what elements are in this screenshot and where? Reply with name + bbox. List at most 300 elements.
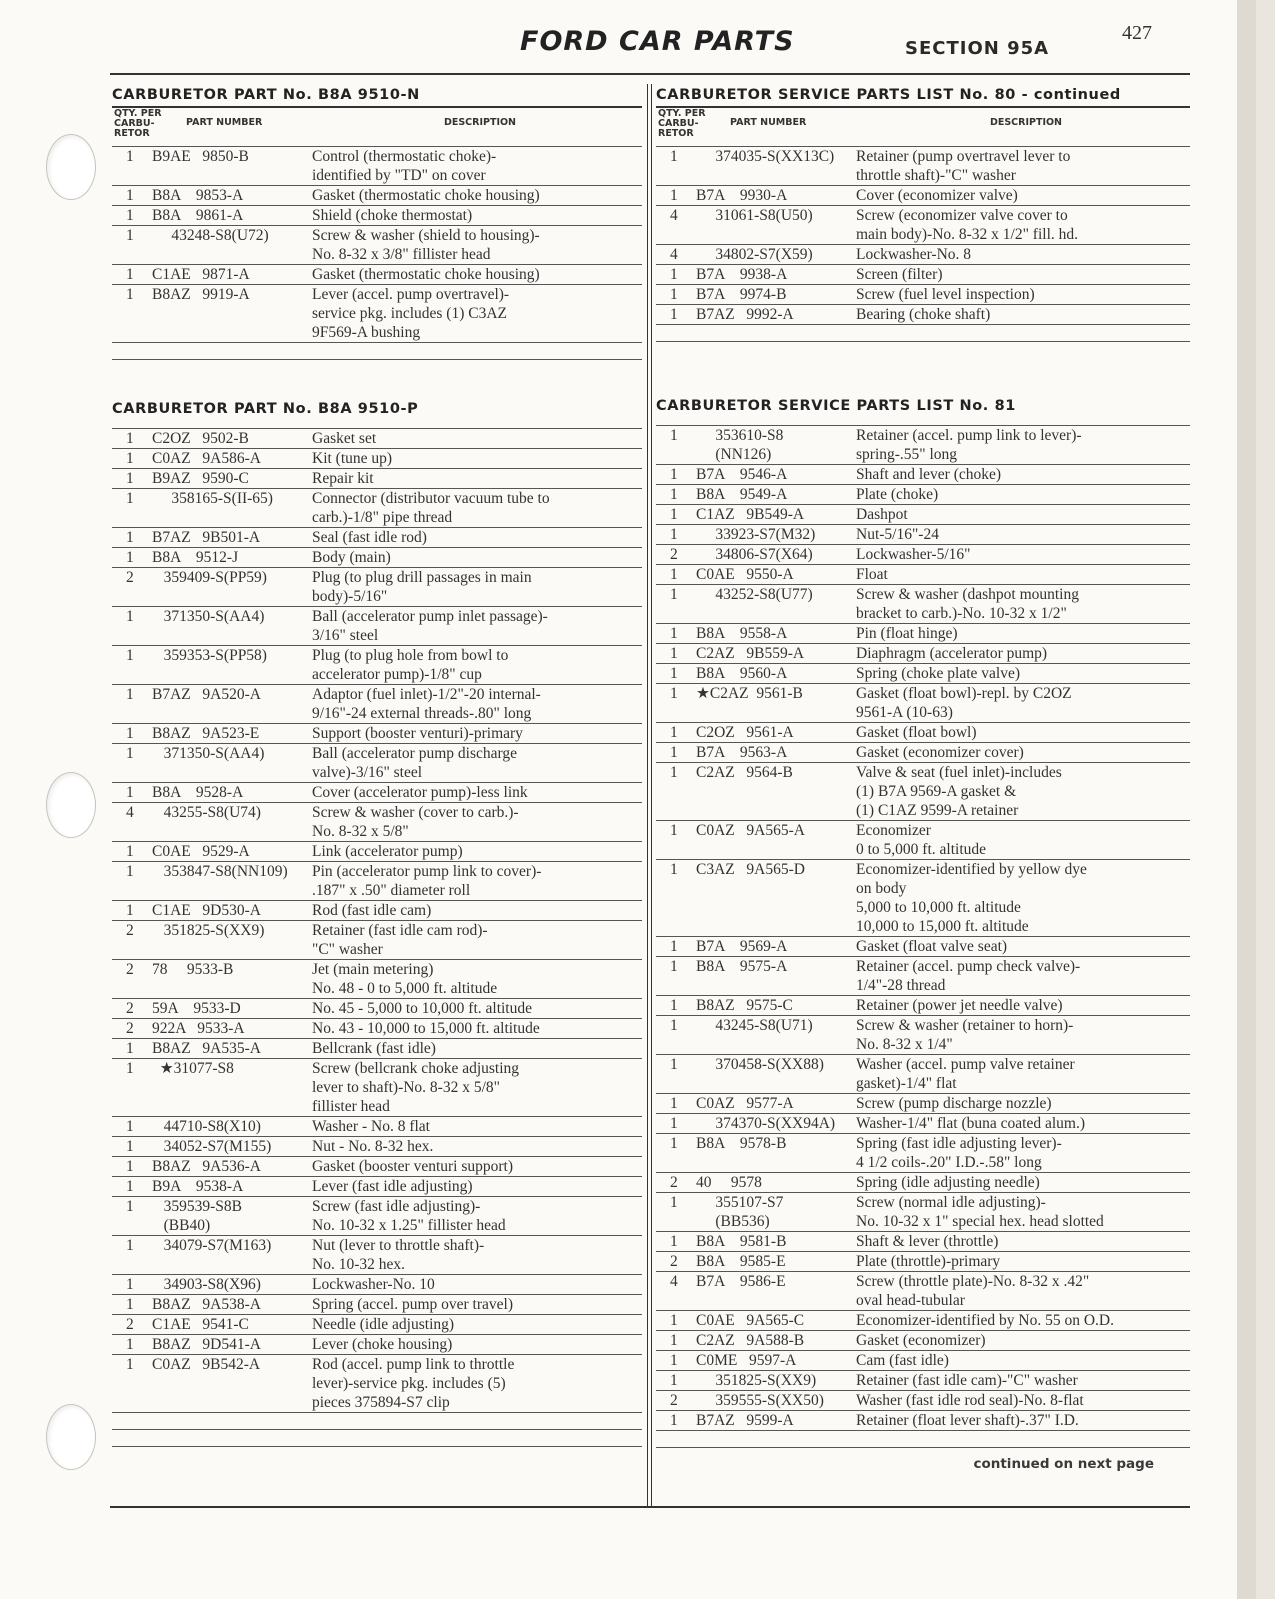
part-number: B7A 9930-A bbox=[696, 187, 788, 204]
quantity: 1 bbox=[126, 470, 134, 487]
description: Link (accelerator pump) bbox=[312, 843, 463, 860]
part-number: 31061-S8(U50) bbox=[696, 207, 813, 224]
description: Bearing (choke shaft) bbox=[856, 306, 991, 323]
quantity: 1 bbox=[126, 490, 134, 507]
quantity: 4 bbox=[670, 1273, 678, 1290]
description: Screw (economizer valve cover to main body)-No. 8-32 x 1/2" fill. hd. bbox=[856, 207, 1079, 243]
part-row bbox=[112, 489, 642, 528]
quantity: 1 bbox=[126, 1118, 134, 1135]
part-number: B8AZ 9A523-E bbox=[152, 725, 260, 742]
quantity: 2 bbox=[126, 1000, 134, 1017]
part-number: 371350-S(AA4) bbox=[152, 745, 265, 762]
part-row bbox=[656, 1272, 1190, 1311]
part-number: 371350-S(AA4) bbox=[152, 608, 265, 625]
quantity: 1 bbox=[126, 1158, 134, 1175]
description: Spring (accel. pump over travel) bbox=[312, 1296, 513, 1313]
part-number: C0AE 9529-A bbox=[152, 843, 250, 860]
quantity: 1 bbox=[126, 608, 134, 625]
part-row bbox=[656, 485, 1190, 505]
description: Lever (accel. pump overtravel)- service pkg. includes (1) C3AZ 9F569-A bushing bbox=[312, 286, 510, 341]
quantity: 1 bbox=[126, 1356, 134, 1373]
description: Bellcrank (fast idle) bbox=[312, 1040, 436, 1057]
description: Screw & washer (cover to carb.)- No. 8-32 x 5/8" bbox=[312, 804, 519, 840]
description: Repair kit bbox=[312, 470, 374, 487]
description: Nut (lever to throttle shaft)- No. 10-32 hex. bbox=[312, 1237, 485, 1273]
part-row bbox=[656, 1351, 1190, 1371]
part-row bbox=[112, 921, 642, 960]
description: Ball (accelerator pump discharge valve)-3/16" steel bbox=[312, 745, 517, 781]
description: Screw & washer (retainer to horn)- No. 8-32 x 1/4" bbox=[856, 1017, 1074, 1053]
quantity: 4 bbox=[670, 246, 678, 263]
quantity: 1 bbox=[670, 1095, 678, 1112]
description: Cam (fast idle) bbox=[856, 1352, 949, 1369]
description: Economizer 0 to 5,000 ft. altitude bbox=[856, 822, 987, 858]
part-number: 351825-S(XX9) bbox=[696, 1372, 817, 1389]
description: Rod (accel. pump link to throttle lever)-service pkg. includes (5) pieces 375894-S7 clip bbox=[312, 1356, 515, 1411]
part-number: 370458-S(XX88) bbox=[696, 1056, 824, 1073]
binder-hole bbox=[46, 134, 96, 200]
section-block bbox=[656, 395, 1190, 1472]
part-number: 374035-S(XX13C) bbox=[696, 148, 835, 165]
quantity: 1 bbox=[670, 148, 678, 165]
quantity: 1 bbox=[670, 1115, 678, 1132]
part-row bbox=[112, 548, 642, 568]
description: Retainer (pump overtravel lever to throttle shaft)-"C" washer bbox=[856, 148, 1071, 184]
part-row bbox=[656, 860, 1190, 937]
quantity: 2 bbox=[670, 1392, 678, 1409]
description: Plug (to plug hole from bowl to accelerator pump)-1/8" cup bbox=[312, 647, 509, 683]
part-row bbox=[656, 996, 1190, 1016]
quantity: 2 bbox=[126, 961, 134, 978]
description: Washer (fast idle rod seal)-No. 8-flat bbox=[856, 1392, 1084, 1409]
quantity: 1 bbox=[670, 1412, 678, 1429]
part-number: 33923-S7(M32) bbox=[696, 526, 816, 543]
part-row bbox=[656, 723, 1190, 743]
description: Body (main) bbox=[312, 549, 391, 566]
part-number: B8AZ 9919-A bbox=[152, 286, 250, 303]
part-row bbox=[112, 1197, 642, 1236]
section-title: CARBURETOR SERVICE PARTS LIST No. 80 - continued bbox=[656, 87, 1121, 103]
part-row bbox=[656, 1331, 1190, 1351]
part-row bbox=[656, 1193, 1190, 1232]
page-number: 427 bbox=[1122, 22, 1152, 44]
part-row bbox=[656, 545, 1190, 565]
description: Screw (fast idle adjusting)- No. 10-32 x 1.25" fillister head bbox=[312, 1198, 506, 1234]
part-number: C2OZ 9561-A bbox=[696, 724, 794, 741]
part-number: B8AZ 9A535-A bbox=[152, 1040, 261, 1057]
section-title: CARBURETOR PART No. B8A 9510-N bbox=[112, 87, 420, 103]
section-title: CARBURETOR SERVICE PARTS LIST No. 81 bbox=[656, 398, 1016, 414]
part-number: B9A 9538-A bbox=[152, 1178, 244, 1195]
part-number: 359555-S(XX50) bbox=[696, 1392, 824, 1409]
quantity: 1 bbox=[670, 466, 678, 483]
description: Screw (pump discharge nozzle) bbox=[856, 1095, 1052, 1112]
quantity: 1 bbox=[126, 1336, 134, 1353]
part-number: C2OZ 9502-B bbox=[152, 430, 249, 447]
part-number: ★C2AZ 9561-B bbox=[696, 685, 803, 702]
quantity: 1 bbox=[126, 286, 134, 303]
part-row bbox=[656, 565, 1190, 585]
description: Spring (idle adjusting needle) bbox=[856, 1174, 1040, 1191]
quantity: 1 bbox=[670, 566, 678, 583]
part-row bbox=[656, 1371, 1190, 1391]
quantity: 1 bbox=[670, 486, 678, 503]
quantity: 1 bbox=[670, 958, 678, 975]
part-number: B8A 9861-A bbox=[152, 207, 244, 224]
quantity: 1 bbox=[670, 744, 678, 761]
description: Nut - No. 8-32 hex. bbox=[312, 1138, 434, 1155]
part-number: B8A 9528-A bbox=[152, 784, 244, 801]
part-row bbox=[112, 1137, 642, 1157]
description: Dashpot bbox=[856, 506, 908, 523]
quantity: 1 bbox=[670, 1017, 678, 1034]
part-row bbox=[656, 1134, 1190, 1173]
part-number: C0AE 9550-A bbox=[696, 566, 794, 583]
part-row bbox=[656, 1173, 1190, 1193]
description: Retainer (accel. pump link to lever)- spring-.55" long bbox=[856, 427, 1082, 463]
part-number: C2AZ 9B559-A bbox=[696, 645, 805, 662]
part-number: B7A 9563-A bbox=[696, 744, 788, 761]
column-header bbox=[112, 106, 642, 147]
part-row bbox=[656, 505, 1190, 525]
part-row bbox=[656, 525, 1190, 545]
part-number: 353847-S8(NN109) bbox=[152, 863, 288, 880]
description: Kit (tune up) bbox=[312, 450, 393, 467]
quantity: 1 bbox=[670, 1056, 678, 1073]
part-row bbox=[656, 426, 1190, 465]
part-number: B7A 9586-E bbox=[696, 1273, 786, 1290]
part-row bbox=[656, 147, 1190, 186]
description: Lockwasher-No. 8 bbox=[856, 246, 972, 263]
description: Retainer (accel. pump check valve)- 1/4"-28 thread bbox=[856, 958, 1081, 994]
part-number: C1AE 9541-C bbox=[152, 1316, 249, 1333]
part-row bbox=[656, 206, 1190, 245]
quantity: 1 bbox=[126, 148, 134, 165]
part-row bbox=[112, 803, 642, 842]
part-number: 34802-S7(X59) bbox=[696, 246, 813, 263]
column-divider bbox=[647, 84, 648, 1507]
quantity: 1 bbox=[126, 187, 134, 204]
part-row bbox=[112, 842, 642, 862]
description: No. 43 - 10,000 to 15,000 ft. altitude bbox=[312, 1020, 540, 1037]
quantity: 1 bbox=[670, 427, 678, 444]
part-number: B7AZ 9992-A bbox=[696, 306, 794, 323]
part-row bbox=[656, 644, 1190, 664]
part-number: 374370-S(XX94A) bbox=[696, 1115, 836, 1132]
part-number: 40 9578 bbox=[696, 1174, 762, 1191]
part-row bbox=[112, 862, 642, 901]
part-row bbox=[112, 1335, 642, 1355]
quantity: 1 bbox=[670, 586, 678, 603]
section-label: SECTION 95A bbox=[905, 38, 1050, 59]
part-number: C0AE 9A565-C bbox=[696, 1312, 805, 1329]
part-number: 43255-S8(U74) bbox=[152, 804, 261, 821]
part-number: C1AE 9D530-A bbox=[152, 902, 261, 919]
quantity: 1 bbox=[126, 1198, 134, 1215]
part-row bbox=[112, 147, 642, 186]
part-number: 359409-S(PP59) bbox=[152, 569, 267, 586]
part-number: B8AZ 9A536-A bbox=[152, 1158, 261, 1175]
quantity: 1 bbox=[670, 1233, 678, 1250]
part-row bbox=[112, 285, 642, 343]
part-number: 359353-S(PP58) bbox=[152, 647, 267, 664]
quantity: 1 bbox=[126, 725, 134, 742]
quantity: 2 bbox=[126, 569, 134, 586]
quantity: 1 bbox=[670, 625, 678, 642]
quantity: 1 bbox=[126, 863, 134, 880]
blank-row bbox=[112, 1430, 642, 1447]
description: No. 45 - 5,000 to 10,000 ft. altitude bbox=[312, 1000, 532, 1017]
part-number: 353610-S8 (NN126) bbox=[715, 427, 784, 463]
quantity: 1 bbox=[126, 1138, 134, 1155]
part-number: B8AZ 9D541-A bbox=[152, 1336, 261, 1353]
quantity: 1 bbox=[670, 645, 678, 662]
qty-column-header: QTY. PER CARBU- RETOR bbox=[658, 108, 706, 139]
quantity: 1 bbox=[670, 187, 678, 204]
part-row bbox=[112, 901, 642, 921]
part-number: B8A 9581-B bbox=[696, 1233, 787, 1250]
section-block bbox=[112, 84, 642, 360]
part-number: 43245-S8(U71) bbox=[696, 1017, 813, 1034]
part-number: B7AZ 9B501-A bbox=[152, 529, 261, 546]
part-number: 59A 9533-D bbox=[152, 1000, 241, 1017]
description: Lever (fast idle adjusting) bbox=[312, 1178, 473, 1195]
part-row bbox=[112, 469, 642, 489]
quantity: 1 bbox=[670, 822, 678, 839]
description: Economizer-identified by No. 55 on O.D. bbox=[856, 1312, 1114, 1329]
description: Washer-1/4" flat (buna coated alum.) bbox=[856, 1115, 1085, 1132]
part-number: 358165-S(II-65) bbox=[152, 490, 273, 507]
quantity: 1 bbox=[670, 526, 678, 543]
description: Retainer (float lever shaft)-.37" I.D. bbox=[856, 1412, 1079, 1429]
part-row bbox=[112, 265, 642, 285]
description: Plug (to plug drill passages in main body)-5/16" bbox=[312, 569, 532, 605]
description: Lever (choke housing) bbox=[312, 1336, 453, 1353]
part-number: B8AZ 9575-C bbox=[696, 997, 793, 1014]
description: Screw & washer (shield to housing)- No. 8-32 x 3/8" fillister head bbox=[312, 227, 540, 263]
part-row bbox=[656, 1232, 1190, 1252]
quantity: 4 bbox=[670, 207, 678, 224]
part-number: 43252-S8(U77) bbox=[696, 586, 813, 603]
description: Plate (choke) bbox=[856, 486, 939, 503]
quantity: 1 bbox=[126, 843, 134, 860]
part-row bbox=[112, 1019, 642, 1039]
quantity: 2 bbox=[670, 1253, 678, 1270]
quantity: 1 bbox=[670, 861, 678, 878]
part-row bbox=[656, 1114, 1190, 1134]
description: Washer - No. 8 flat bbox=[312, 1118, 430, 1135]
part-number: ★31077-S8 bbox=[152, 1060, 234, 1077]
part-row bbox=[656, 743, 1190, 763]
part-number-column-header: PART NUMBER bbox=[186, 117, 263, 128]
quantity: 1 bbox=[126, 784, 134, 801]
description: Screw (throttle plate)-No. 8-32 x .42" oval head-tubular bbox=[856, 1273, 1090, 1309]
part-number: C0AZ 9577-A bbox=[696, 1095, 794, 1112]
description-column-header: DESCRIPTION bbox=[989, 117, 1063, 128]
description: Rod (fast idle cam) bbox=[312, 902, 432, 919]
part-row bbox=[656, 245, 1190, 265]
part-number: B7A 9569-A bbox=[696, 938, 788, 955]
part-number: 34806-S7(X64) bbox=[696, 546, 813, 563]
quantity: 1 bbox=[670, 266, 678, 283]
description: Gasket (float bowl) bbox=[856, 724, 977, 741]
quantity: 1 bbox=[126, 902, 134, 919]
quantity: 1 bbox=[126, 745, 134, 762]
part-number: 34079-S7(M163) bbox=[152, 1237, 272, 1254]
part-number: C1AZ 9B549-A bbox=[696, 506, 805, 523]
description: Gasket (float bowl)-repl. by C2OZ 9561-A (10-63) bbox=[856, 685, 1072, 721]
description: Shield (choke thermostat) bbox=[312, 207, 473, 224]
part-number: 34052-S7(M155) bbox=[152, 1138, 272, 1155]
quantity: 1 bbox=[670, 724, 678, 741]
quantity: 1 bbox=[126, 549, 134, 566]
quantity: 2 bbox=[670, 546, 678, 563]
part-row bbox=[112, 1275, 642, 1295]
part-number: 43248-S8(U72) bbox=[152, 227, 269, 244]
binder-hole bbox=[46, 772, 96, 838]
part-number: B7A 9546-A bbox=[696, 466, 788, 483]
part-row bbox=[112, 646, 642, 685]
part-row bbox=[656, 1094, 1190, 1114]
part-row bbox=[112, 1117, 642, 1137]
part-row bbox=[112, 960, 642, 999]
description: Connector (distributor vacuum tube to carb.)-1/8" pipe thread bbox=[312, 490, 550, 526]
part-row bbox=[112, 1059, 642, 1117]
quantity: 1 bbox=[126, 227, 134, 244]
quantity: 1 bbox=[670, 997, 678, 1014]
quantity: 1 bbox=[126, 647, 134, 664]
part-row bbox=[112, 744, 642, 783]
description-column-header: DESCRIPTION bbox=[443, 117, 517, 128]
part-row bbox=[656, 186, 1190, 206]
description: Gasket (economizer cover) bbox=[856, 744, 1024, 761]
description: Retainer (fast idle cam rod)- "C" washer bbox=[312, 922, 488, 958]
part-row bbox=[656, 763, 1190, 821]
quantity: 1 bbox=[670, 1372, 678, 1389]
part-row bbox=[656, 664, 1190, 684]
part-row bbox=[112, 685, 642, 724]
quantity: 1 bbox=[126, 1276, 134, 1293]
continued-note: continued on next page bbox=[973, 1456, 1154, 1472]
quantity: 1 bbox=[126, 1040, 134, 1057]
part-number: C0AZ 9A565-A bbox=[696, 822, 805, 839]
description: Gasket (thermostatic choke housing) bbox=[312, 187, 540, 204]
section-block bbox=[112, 398, 642, 1447]
description: Adaptor (fuel inlet)-1/2"-20 internal- 9/16"-24 external threads-.80" long bbox=[312, 686, 541, 722]
part-row bbox=[656, 1016, 1190, 1055]
part-row bbox=[112, 783, 642, 803]
part-number: B8A 9558-A bbox=[696, 625, 788, 642]
part-number: B9AZ 9590-C bbox=[152, 470, 249, 487]
description: Diaphragm (accelerator pump) bbox=[856, 645, 1048, 662]
part-number: 78 9533-B bbox=[152, 961, 234, 978]
part-number: C0AZ 9B542-A bbox=[152, 1356, 261, 1373]
description: Retainer (fast idle cam)-"C" washer bbox=[856, 1372, 1078, 1389]
quantity: 1 bbox=[126, 1060, 134, 1077]
part-row bbox=[112, 528, 642, 548]
part-row bbox=[656, 1252, 1190, 1272]
section-title: CARBURETOR PART No. B8A 9510-P bbox=[112, 401, 419, 417]
binder-hole bbox=[46, 1404, 96, 1470]
description: Screw & washer (dashpot mounting bracket to carb.)-No. 10-32 x 1/2" bbox=[856, 586, 1079, 622]
part-row bbox=[112, 429, 642, 449]
part-number: B7A 9938-A bbox=[696, 266, 788, 283]
description: Valve & seat (fuel inlet)-includes (1) B7A 9569-A gasket & (1) C1AZ 9599-A retainer bbox=[856, 764, 1062, 819]
description: Washer (accel. pump valve retainer gasket)-1/4" flat bbox=[856, 1056, 1075, 1092]
description: Gasket (economizer) bbox=[856, 1332, 986, 1349]
column-divider bbox=[651, 84, 652, 1507]
quantity: 1 bbox=[670, 938, 678, 955]
blank-row bbox=[112, 343, 642, 360]
part-row bbox=[112, 1315, 642, 1335]
part-number: B7AZ 9599-A bbox=[696, 1412, 794, 1429]
part-number: B8A 9853-A bbox=[152, 187, 244, 204]
part-number: B8A 9585-E bbox=[696, 1253, 786, 1270]
part-row bbox=[112, 449, 642, 469]
part-row bbox=[112, 1236, 642, 1275]
part-row bbox=[656, 957, 1190, 996]
description: Cover (economizer valve) bbox=[856, 187, 1018, 204]
description: Nut-5/16"-24 bbox=[856, 526, 939, 543]
description: Plate (throttle)-primary bbox=[856, 1253, 1001, 1270]
part-row bbox=[112, 1295, 642, 1315]
blank-row bbox=[656, 1431, 1190, 1448]
part-row bbox=[112, 607, 642, 646]
part-row bbox=[656, 1311, 1190, 1331]
part-number: 44710-S8(X10) bbox=[152, 1118, 261, 1135]
column-header bbox=[656, 106, 1190, 147]
part-row bbox=[656, 1411, 1190, 1431]
quantity: 1 bbox=[126, 1237, 134, 1254]
part-number: 34903-S8(X96) bbox=[152, 1276, 261, 1293]
part-row bbox=[112, 1355, 642, 1413]
part-number: C3AZ 9A565-D bbox=[696, 861, 805, 878]
description: Lockwasher-No. 10 bbox=[312, 1276, 435, 1293]
part-number: C0ME 9597-A bbox=[696, 1352, 797, 1369]
footer-rule bbox=[110, 1506, 1190, 1508]
part-row bbox=[112, 999, 642, 1019]
quantity: 1 bbox=[126, 1178, 134, 1195]
part-row bbox=[656, 1391, 1190, 1411]
part-number: 355107-S7 (BB536) bbox=[715, 1194, 784, 1230]
description: Control (thermostatic choke)- identified by "TD" on cover bbox=[312, 148, 497, 184]
part-row bbox=[656, 684, 1190, 723]
quantity: 1 bbox=[126, 450, 134, 467]
part-row bbox=[112, 1177, 642, 1197]
quantity: 1 bbox=[670, 685, 678, 702]
description: Shaft & lever (throttle) bbox=[856, 1233, 999, 1250]
part-number: C1AE 9871-A bbox=[152, 266, 250, 283]
part-number: 922A 9533-A bbox=[152, 1020, 245, 1037]
blank-row bbox=[656, 325, 1190, 342]
part-row bbox=[112, 1039, 642, 1059]
description: Spring (choke plate valve) bbox=[856, 665, 1020, 682]
quantity: 1 bbox=[126, 207, 134, 224]
qty-column-header: QTY. PER CARBU- RETOR bbox=[114, 108, 162, 139]
part-number: B7A 9974-B bbox=[696, 286, 787, 303]
description: Support (booster venturi)-primary bbox=[312, 725, 523, 742]
part-number: C0AZ 9A586-A bbox=[152, 450, 261, 467]
quantity: 1 bbox=[670, 1135, 678, 1152]
part-number: B8A 9575-A bbox=[696, 958, 788, 975]
quantity: 4 bbox=[126, 804, 134, 821]
description: Jet (main metering) No. 48 - 0 to 5,000 ft. altitude bbox=[312, 961, 498, 997]
quantity: 1 bbox=[670, 1194, 678, 1211]
quantity: 2 bbox=[126, 922, 134, 939]
quantity: 1 bbox=[126, 1296, 134, 1313]
part-row bbox=[656, 465, 1190, 485]
quantity: 2 bbox=[126, 1316, 134, 1333]
